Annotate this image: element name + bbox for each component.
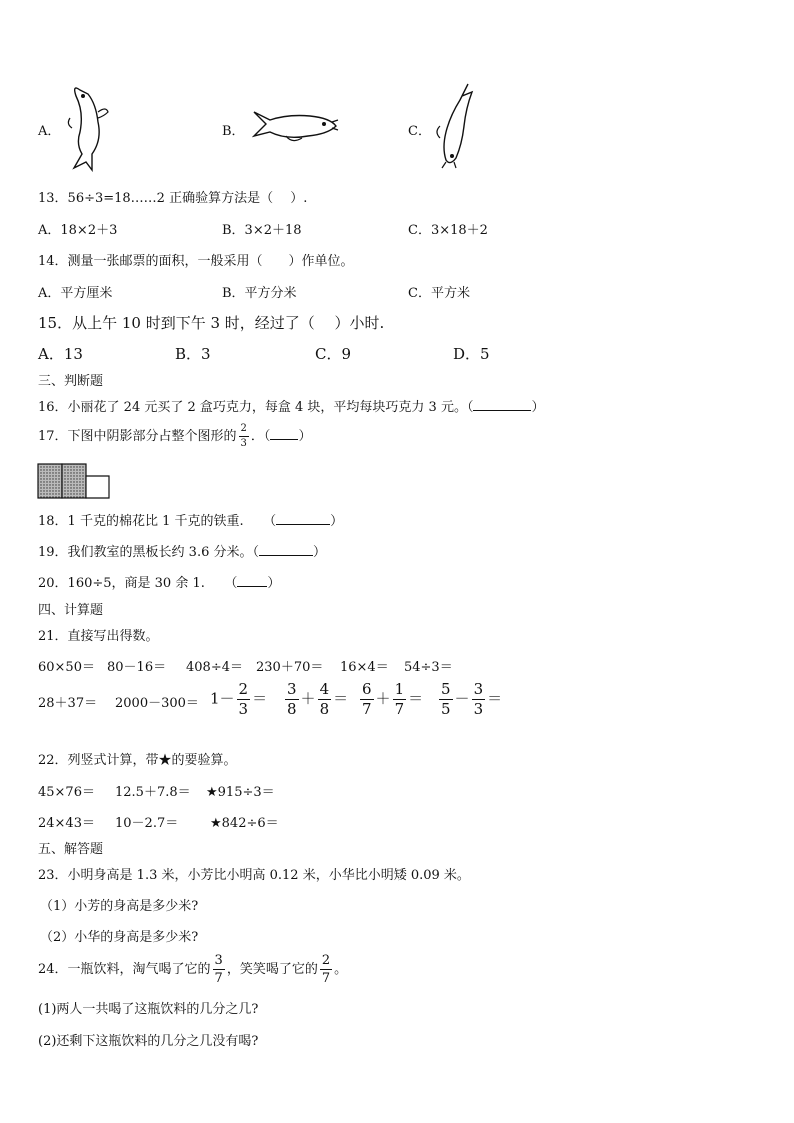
q21-expr-2: 80－16＝ [107, 660, 167, 675]
q21-e10-op: ＋ [300, 689, 316, 708]
q21-e11-frac2 [393, 682, 407, 717]
q18-close: ） [330, 514, 344, 529]
q23-sub-2: （2）小华的身高是多少米? [40, 930, 199, 945]
q16-close: ） [531, 400, 545, 415]
q21-e9-num: 2 [238, 680, 249, 698]
q21-e11-n2: 1 [394, 680, 405, 698]
question-20 [38, 572, 280, 591]
q21-e10-d2: 8 [319, 700, 330, 718]
question-24 [38, 954, 347, 985]
q21-e12-d1: 5 [441, 700, 451, 718]
option-b-label: B． [222, 124, 245, 139]
q21-expr-10 [283, 682, 348, 717]
q22-expr-2: 12.5＋7.8＝ [115, 785, 191, 800]
q18-answer-blank[interactable] [276, 512, 330, 525]
q23-sub-1: （1）小芳的身高是多少米? [40, 899, 199, 914]
q24-text-c: 。 [334, 962, 348, 977]
q21-expr-6: 54÷3＝ [404, 660, 453, 675]
question-14: 14．测量一张邮票的面积，一般采用（ ）作单位。 [38, 254, 354, 269]
q16-answer-blank[interactable] [473, 398, 531, 411]
q17-fraction [239, 424, 249, 449]
q21-e10-n2: 4 [319, 680, 330, 698]
question-23: 23．小明身高是 1.3 米，小芳比小明高 0.12 米，小华比小明矮 0.09 米。 [38, 868, 470, 883]
q17-answer-blank[interactable] [270, 427, 298, 440]
section-5-heading: 五、解答题 [38, 842, 104, 857]
q20-close: ） [267, 576, 281, 591]
q21-expr-4: 230＋70＝ [256, 660, 324, 675]
q21-e9-eq: ＝ [252, 689, 268, 708]
q24-d1: 7 [214, 971, 223, 986]
q24-text-b: ，笑笑喝了它的 [226, 962, 318, 977]
q21-e11-eq: ＝ [408, 689, 424, 708]
option-a-label: A． [38, 124, 61, 139]
question-13: 13．56÷3=18……2 正确验算方法是（ ）. [38, 191, 308, 206]
fish-c-icon[interactable] [432, 82, 482, 170]
q21-e10-d1: 8 [287, 700, 297, 718]
q21-e10-frac1 [285, 682, 299, 717]
q20-answer-blank[interactable] [237, 574, 267, 587]
q21-expr-9 [210, 682, 267, 717]
q21-expr-11 [358, 682, 423, 717]
q19-close: ） [312, 545, 326, 560]
q14-option-a[interactable]: A．平方厘米 [38, 286, 113, 301]
shaded-part-2 [62, 464, 86, 498]
q21-e9-frac [237, 682, 251, 717]
question-22: 22．列竖式计算，带★的要验算。 [38, 753, 237, 768]
q22-expr-6: ★842÷6＝ [210, 816, 279, 831]
q21-e11-d2: 7 [394, 700, 405, 718]
q15-option-d[interactable]: D．5 [453, 345, 490, 363]
q21-e11-frac1 [360, 682, 374, 717]
q14-option-b[interactable]: B．平方分米 [222, 286, 297, 301]
question-15: 15．从上午 10 时到下午 3 时，经过了（ ）小时. [38, 314, 385, 332]
q17-denominator: 3 [240, 438, 247, 449]
q20-text: 20．160÷5，商是 30 余 1. （ [38, 576, 238, 591]
question-19 [38, 541, 326, 560]
q21-e12-frac1 [439, 682, 453, 717]
q13-option-a[interactable]: A．18×2＋3 [38, 223, 118, 238]
q15-option-b[interactable]: B．3 [175, 345, 211, 363]
q22-expr-5: 10－2.7＝ [115, 816, 179, 831]
fish-a-icon[interactable] [62, 82, 112, 172]
q21-e12-n2: 3 [473, 680, 484, 698]
q24-n1: 3 [214, 953, 223, 968]
q17-close: ） [298, 429, 312, 444]
q24-frac-2 [320, 954, 332, 985]
q21-expr-5: 16×4＝ [340, 660, 389, 675]
q21-expr-3: 408÷4＝ [186, 660, 243, 675]
q13-option-c[interactable]: C．3×18＋2 [408, 223, 488, 238]
q21-expr-1: 60×50＝ [38, 660, 95, 675]
q22-expr-4: 24×43＝ [38, 816, 95, 831]
q21-expr-7: 28＋37＝ [38, 696, 98, 711]
option-c-label: C． [408, 124, 431, 139]
q24-sub-2: (2)还剩下这瓶饮料的几分之几没有喝? [38, 1034, 259, 1049]
q24-frac-1 [213, 954, 225, 985]
q17-numerator: 2 [239, 424, 249, 437]
q24-d2: 7 [321, 971, 331, 986]
q21-e12-op: － [454, 689, 470, 708]
q21-e9-a: 1－ [210, 689, 235, 708]
q19-answer-blank[interactable] [259, 543, 313, 556]
q16-text: 16．小丽花了 24 元买了 2 盒巧克力，每盒 4 块，平均每块巧克力 3 元。（ [38, 400, 474, 415]
q15-option-a[interactable]: A．13 [38, 345, 83, 363]
q17-open: ．（ [250, 429, 271, 444]
q24-text-a: 24．一瓶饮料，淘气喝了它的 [38, 962, 211, 977]
q21-e12-frac2 [472, 682, 486, 717]
q21-e11-d1: 7 [362, 700, 372, 718]
q22-expr-1: 45×76＝ [38, 785, 95, 800]
section-4-heading: 四、计算题 [38, 603, 104, 618]
unshaded-part [86, 476, 109, 498]
question-17 [38, 424, 311, 449]
q15-option-c[interactable]: C．9 [315, 345, 352, 363]
question-16 [38, 396, 544, 415]
q21-e11-op: ＋ [375, 689, 391, 708]
question-21: 21．直接写出得数。 [38, 629, 159, 644]
q21-e12-n1: 5 [441, 680, 451, 698]
q21-e10-eq: ＝ [333, 689, 349, 708]
q21-e11-n1: 6 [362, 680, 372, 698]
q21-e10-n1: 3 [287, 680, 297, 698]
shaded-part-1 [38, 464, 62, 498]
fish-b-icon[interactable] [252, 106, 340, 146]
q21-e9-den: 3 [238, 700, 249, 718]
q21-e10-frac2 [318, 682, 332, 717]
q17-text: 17．下图中阴影部分占整个图形的 [38, 429, 237, 444]
section-3-heading: 三、判断题 [38, 374, 104, 389]
q21-expr-12 [437, 682, 502, 717]
shaded-figure [37, 463, 113, 501]
q18-text: 18．1 千克的棉花比 1 千克的铁重. （ [38, 514, 277, 529]
q24-n2: 2 [321, 953, 331, 968]
q24-sub-1: (1)两人一共喝了这瓶饮料的几分之几? [38, 1002, 259, 1017]
q14-option-c[interactable]: C．平方米 [408, 286, 470, 301]
q19-text: 19．我们教室的黑板长约 3.6 分米。（ [38, 545, 259, 560]
q13-option-b[interactable]: B．3×2＋18 [222, 223, 302, 238]
q21-e12-eq: ＝ [487, 689, 503, 708]
q22-expr-3: ★915÷3＝ [206, 785, 275, 800]
question-18 [38, 510, 343, 529]
q21-expr-8: 2000－300＝ [115, 696, 199, 711]
q21-e12-d2: 3 [473, 700, 484, 718]
